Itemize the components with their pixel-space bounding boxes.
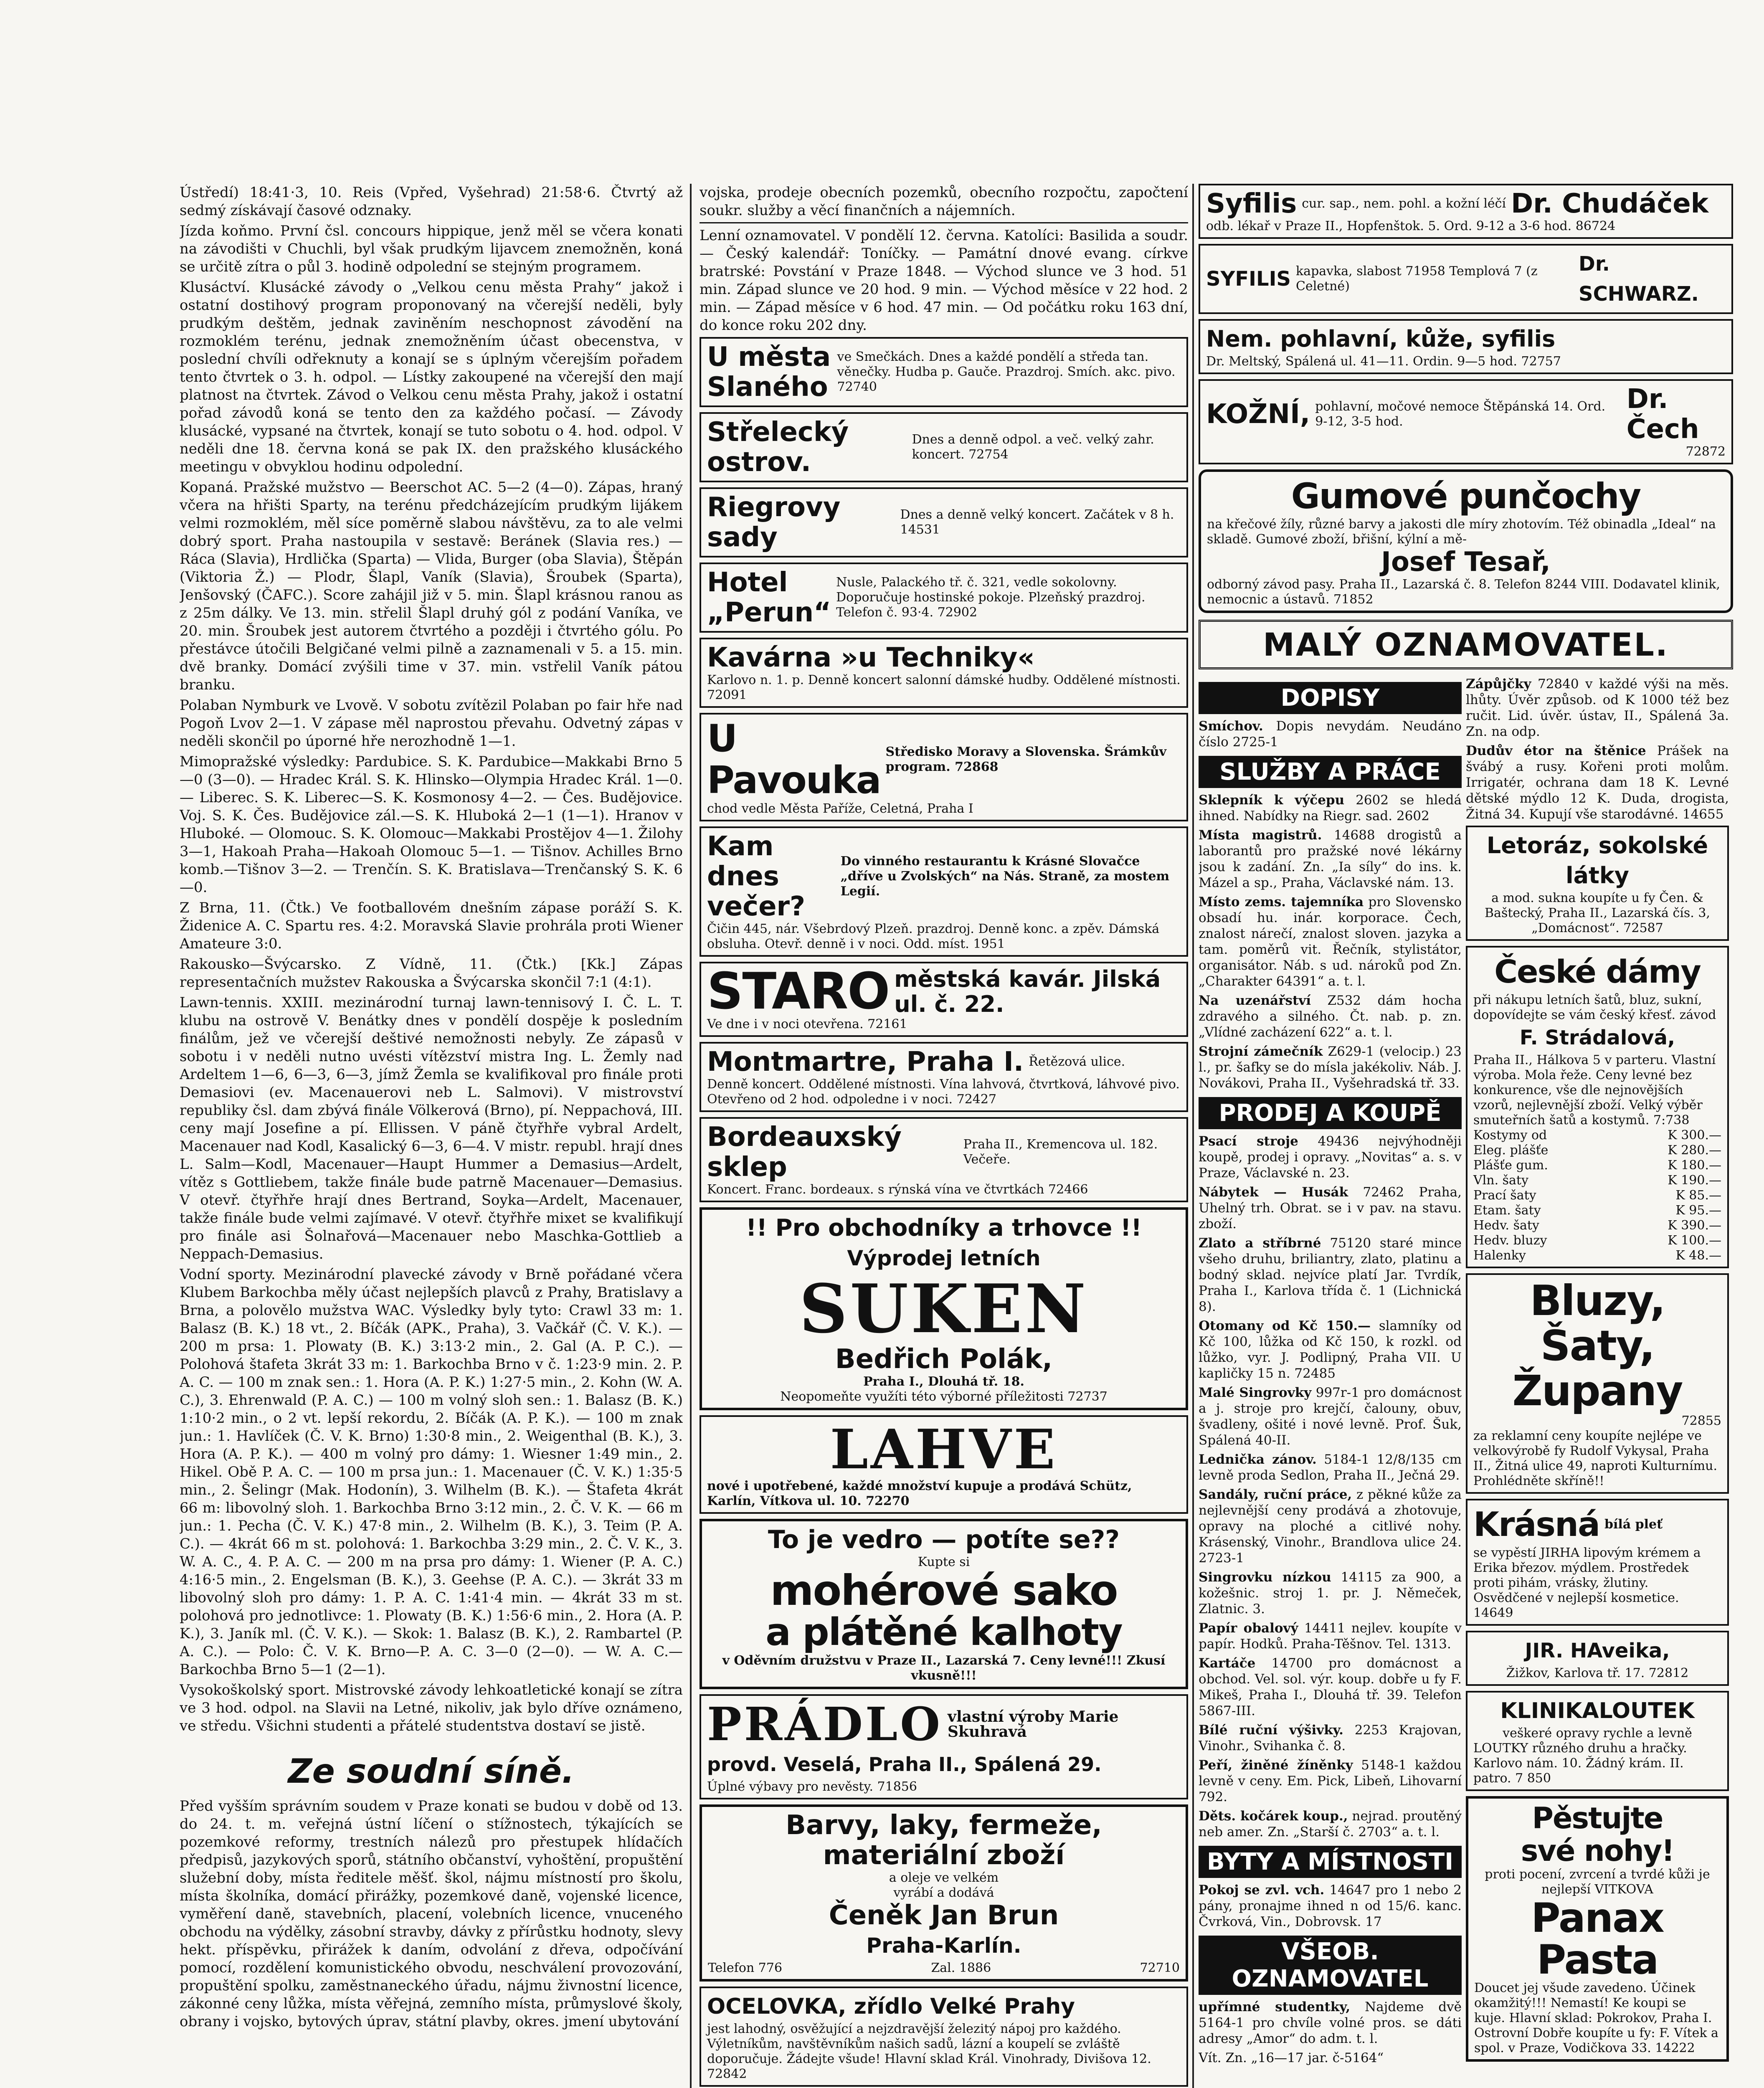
section-sluzby: SLUŽBY A PRÁCE [1199, 756, 1462, 788]
column-divider [690, 184, 692, 2088]
classified-item [1199, 1385, 1462, 1448]
classified-keyword: Děts. kočárek koup., [1199, 1809, 1348, 1824]
column-ads [700, 184, 1188, 2088]
ad-big-word: PRÁDLO [707, 1697, 943, 1751]
ad-text: odb. lékař v Praze II., Hopfenštok. 5. Ord. 9-12 a 3-6 hod. 86724 [1206, 219, 1616, 233]
ad-text: LOUTKY různého druhu a hračky. Karlovo nám. 10. Žádný krám. II. patro. 7 850 [1473, 1741, 1687, 1786]
classified-item [1199, 1044, 1462, 1091]
classified-keyword: Sandály, ruční práce, [1199, 1487, 1352, 1502]
price-row [1473, 1233, 1721, 1248]
ad-riegrovy-sady [700, 487, 1188, 557]
price-value: K 85.— [1675, 1188, 1721, 1203]
ad-doctor: Dr. Čech [1626, 384, 1699, 445]
price-item: Kostymy od [1473, 1128, 1547, 1143]
ad-line: a plátěné kalhoty [765, 1610, 1122, 1654]
classified-keyword: Otomany od Kč 150.— [1199, 1318, 1371, 1333]
price-item: Eleg. plášťe [1473, 1143, 1549, 1158]
classified-keyword: Pokoj se zvl. vch. [1199, 1883, 1325, 1898]
ad-klinika-loutek [1466, 1691, 1729, 1791]
ad-hotel-perun [700, 563, 1188, 633]
classified-item [1199, 1882, 1462, 1930]
article-paragraph: Mimopražské výsledky: Pardubice. S. K. Pardubice—Makkabi Brno 5—0 (3—0). — Hradec Král. S. K. Hlinsko—Olympia Hradec Král. 1—0. — Liberec. S. K. Liberec—S. K. Kosmonosy 4—2. — Čes. Budějovice. Voj. S. K. Čes. Budějovice zál.—S. K. Hluboká 2—1 (1—1). Hranov v Hluboké. — Olomouc. S. K. Olomouc—Makkabi Prostějov 4—1. Žilohy 3—1, Hakoah Praha—Hakoah Olomouc 5—1. — Tišnov. Achilles Brno komb.—Tišnov 3—2. — Trenčín. S. K. Bratislava—Trenčanský S. K. 6—0. [180, 753, 683, 896]
classified-item [1199, 1655, 1462, 1719]
ad-line: vyrábí a dodává [893, 1885, 994, 1900]
classified-keyword: Místa magistrů. [1199, 828, 1322, 843]
ad-title: Gumové punčochy [1291, 476, 1641, 517]
classified-text: 14115 za 900, a kožešnic. stroj 1. pr. J. Němeček, Zlatnic. 3. [1199, 1570, 1462, 1617]
ad-title: Bordeauxský sklep [707, 1122, 902, 1183]
ad-number: 72855 [1681, 1414, 1721, 1428]
classified-keyword: Místo zems. tajemníka [1199, 894, 1364, 910]
price-row [1473, 1248, 1721, 1263]
classified-item: Dudův étor na štěnice Prášek na švábý a rusy. Kořeni proti molům. Irrigatér, ochrana dam 18 K. Levné dětské mýdlo 12 K. Duda, drogista, Žitná 34. Kupují vše starodávné. 14655 [1466, 743, 1729, 822]
classified-item [1199, 1999, 1462, 2047]
article-paragraph: Z Brna, 11. (Čtk.) Ve footballovém dnešním zápase poráží S. K. Židenice A. C. Spartu res. 4:2. Moravská Slavie prohrála proti Wiener Amateure 3:0. [180, 900, 683, 952]
classified-item [1199, 1757, 1462, 1805]
ad-title: Krásná [1473, 1505, 1599, 1544]
ad-text: Ve dne i v noci otevřena. 72161 [707, 1017, 907, 1031]
ad-text: jest lahodný, osvěžující a nejzdravější železitý nápoj pro každého. Výletníkům, navštěvníkům našich sadů, lázní a koupelí se zvláště doporučuje. Žádejte všude! Hlavní sklad Král. Vinohrady, Divišova 12. 72842 [707, 2022, 1151, 2081]
ad-text: Dnes a denně odpol. a več. velký zahr. koncert. 72754 [912, 432, 1154, 462]
section-byty: BYTY A MÍSTNOSTI [1199, 1846, 1462, 1878]
ad-side: cur. sap., nem. pohl. a kožní léčí [1302, 196, 1506, 211]
ad-syfilis-schwarz [1199, 244, 1733, 314]
ad-krasna-plet [1466, 1499, 1729, 1626]
price-row [1473, 1188, 1721, 1203]
classified-keyword: Peří, žiněné žíněnky [1199, 1758, 1353, 1773]
ad-line: a oleje ve velkém [889, 1870, 999, 1885]
classifieds-right [1466, 676, 1729, 2069]
ad-title: SYFILIS [1206, 267, 1291, 291]
price-item: Halenky [1473, 1248, 1526, 1263]
ad-bordeauxsky-sklep [700, 1117, 1188, 1202]
classified-list [1199, 1133, 1462, 1840]
ad-side: kapavka, slabost 71958 Templová 7 (z Celetné) [1296, 264, 1538, 294]
column-divider [1192, 184, 1194, 2088]
ad-title: České dámy [1494, 953, 1701, 990]
classified-list [1199, 792, 1462, 1091]
ad-title: Střelecký ostrov. [707, 417, 849, 478]
ad-subline: Kupte si [917, 1555, 970, 1569]
ad-headline: !! Pro obchodníky a trhovce !! [746, 1214, 1142, 1242]
ad-text: Denně koncert. Oddělené místnosti. Vína lahvová, čtvrtková, láhvové pivo. Otevřeno od 2 hod. odpoledne i v noci. 72427 [707, 1077, 1180, 1107]
article-paragraph: Klusáctví. Klusácké závody o „Velkou cenu města Prahy“ jakož i ostatní dostihový program proponovaný na včerejší neděli, byly prudkým deštěm, jednak zaviněním neschopnost závodění na rozmoklém terénu, jednak znemožněním účast obecenstva, v poslední chvíli odřeknuty a konají se s úplným včerejším pořadem tento čtvrtek o 3. h. odpol. — Lístky zakoupené na včerejší den mají platnost na čtvrtek. Závod o Velkou cenu města Prahy, jakož i ostatní pořad závodů koná se tento den za každého počasí. — Závody klusácké, vypsané na čtvrtek, konají se tuto sobotu o 4. hod. odpol. V neděli dne 18. června koná se pak IX. den pražského klusáckého meetingu v obvyklou hodinu odpolední. [180, 279, 683, 475]
article-paragraph: Před vyšším správním soudem v Praze konati se budou v době od 13. do 24. t. m. veřejná ústní líčení o stížnostech, týkajících se pozemkové reformy, trestních nálezů pro přestupek hlídačích předpisů, jazykových sporů, státního občanství, vyhoštění, propuštění služební doby, místa ředitele měšť. škol, nájmu místností pro školu, místa školníka, domácí přirážky, pozemkové daně, vojenské licence, vyměření daně, stavebních, placení, volebních licence, vnuceného obchodu na výdělky, zásobní stravby, dávky z přírůstku hodnoty, slevy hekt. příspěvku, přirážek k daním, odvolání z dřeva, odpočívání pomocí, rozdělení komunistického obvodu, neschválení provozování, propuštění spolku, zaměstnaneckého úřadu, nájmu živnostní licence, zákonné ceny lůžka, místa věřejná, zemního místa, průmyslové školy, obrany i vojsko, bytových úprav, státní plavby, okres. jmení ubytování [180, 1798, 683, 2030]
classified-keyword: Lednička zánov. [1199, 1452, 1317, 1467]
price-row [1473, 1218, 1721, 1233]
classified-item [1199, 2050, 1462, 2066]
ad-title: Riegrovy sady [707, 492, 841, 553]
ad-line: Župany [1512, 1366, 1683, 1415]
ad-text: nové i upotřebené, každé množství kupuje a prodává Schütz, Karlín, Vítkova ul. 10. 72270 [707, 1479, 1132, 1508]
ad-text: Praha II., Hálkova 5 v parteru. Vlastní výroba. Mola řeže. Ceny levné bez konkurence, vše dle nejnovějších vzorů, nejlevnější zboží. Velký výběr smuteřních šatů a kostymů. 7:738 [1473, 1053, 1716, 1128]
ad-footer: Neopomeňte využíti této výborné příležitosti 72737 [780, 1389, 1108, 1404]
ad-kozni-cech [1199, 379, 1733, 464]
ad-mesta-slaneho [700, 337, 1188, 407]
ad-text: a mod. sukna koupíte u fy Čen. & Baštecký, Praha II., Lazarská čís. 3, „Domácnost“. 72587 [1485, 891, 1710, 935]
ad-side: Praha II., Kremencova ul. 182. Večeře. [963, 1137, 1158, 1167]
classifieds-banner: MALÝ OZNAMOVATEL. [1199, 620, 1733, 669]
ad-text: Karlovo n. 1. p. Denně koncert salonní dámské hudby. Oddělené místnosti. 72091 [707, 673, 1181, 702]
ad-title: U Pavouka [707, 717, 881, 802]
price-value: K 190.— [1668, 1173, 1721, 1188]
ad-barvy-laky [700, 1804, 1188, 1982]
ad-side: městská kavár. Jilská ul. č. 22. [894, 966, 1161, 1017]
ad-title: JIR. HAveika, [1525, 1639, 1670, 1662]
classified-item [1199, 1452, 1462, 1483]
classified-item [1199, 718, 1462, 750]
article-paragraph: Kopaná. Pražské mužstvo — Beerschot AC. 5—2 (4—0). Zápas, hraný včera na hřišti Sparty, na terénu předcházejícím prudkým lijákem velmi rozmoklém, měl síce poměrně slabou návštěvu, za to ale velmi dobrý sport. Praha nastoupila v sestavě: Beránek (Slavia res.) — Ráca (Slavia), Hrdlička (Sparta) — Vlida, Burger (oba Slavia), Štěpán (Viktoria Ž.) — Plodr, Šlapl, Vaník (Slavia), Šroubek (Sparta), Jenšovský (ČAFC.). Score zahájil již v 5. min. Šlapl krásnou ranou as z 25m dálky. Ve 13. min. střelil Šlapl druhý gól z podání Vaníka, ve 20. min. Šroubek jest autorem čtvrtého a později i čtvrtého gólu. Po přestávce útočili Belgičané velmi pilně a zaznamenali v 5. a 15. min. dvě branky. Domácí zvýšili time v 37. min. vstřelil Vaník pátou branku. [180, 479, 683, 693]
price-item: Hedv. šaty [1473, 1218, 1539, 1233]
ad-title: U města Slaného [707, 342, 831, 403]
price-item: Vln. šaty [1473, 1173, 1528, 1188]
ad-kam-dnes-vecer [700, 826, 1188, 957]
ad-haveika [1466, 1631, 1729, 1686]
classified-item [1199, 1133, 1462, 1181]
ad-bluzy-saty-zupany [1466, 1273, 1729, 1494]
classified-item [1199, 1569, 1462, 1617]
ad-title: Kavárna »u Techniky« [707, 642, 1035, 673]
classified-keyword: Nábytek — Husák [1199, 1185, 1348, 1200]
classified-keyword: upřímné studentky, [1199, 1999, 1351, 2015]
classified-text: 997r-1 pro domácnost a j. stroje pro krejčí, čalouny, obuv, švadleny, ošité i nové levně. Prof. Šuk, Spálená 40-II. [1199, 1385, 1462, 1448]
ad-number: 72872 [1685, 444, 1726, 459]
classified-item [1199, 1487, 1462, 1566]
classified-item [1199, 993, 1462, 1040]
ad-city: Praha-Karlín. [866, 1933, 1021, 1958]
ad-line: Šaty, [1540, 1321, 1655, 1370]
ad-nem-pohlavni [1199, 319, 1733, 374]
ad-text: při nákupu letních šatů, bluz, sukní, dopovídejte se vám český křesť. závod [1473, 993, 1716, 1022]
article-paragraph: Polaban Nymburk ve Lvově. V sobotu zvítězil Polaban po fair hře nad Pogoň Lvov 2—1. V zápase měl naprostou převahu. Odvetný zápas v neděli skončil po úporné hře nerozhodně 1—1. [180, 697, 683, 750]
ad-number: 72710 [1140, 1961, 1180, 1975]
section-prodej: PRODEJ A KOUPĚ [1199, 1097, 1462, 1129]
classified-item [1199, 1722, 1462, 1754]
classified-keyword: Papír obalový [1199, 1621, 1298, 1636]
price-value: K 95.— [1675, 1203, 1721, 1218]
ad-kavarna-techniky [700, 638, 1188, 708]
price-value: K 280.— [1668, 1143, 1721, 1158]
classified-text: 14411 nejlev. koupíte v papír. Hodků. Praha-Těšnov. Tel. 1313. [1199, 1621, 1462, 1652]
price-row [1473, 1158, 1721, 1173]
classified-list [1199, 718, 1462, 750]
article-paragraph: Vodní sporty. Mezinárodní plavecké závody v Brně pořádané včera Klubem Barkochba měly účast nejlepších plavců z Prahy, Bratislavy a Brna, a polovělo mužstva WAC. Výsledky byly tyto: Crawl 33 m: 1. Balasz (B. K.) 18 vt., 2. Bíčák (APK., Praha), 3. Vačkář (Č. V. K.). — 200 m prsa: 1. Plowaty (B. K.) 3:13·2 min., 2. Gal (A. P. C.). — Polohová štafeta 3krát 33 m: 1. Barkochba Brno v č. 1:23·9 min. 2. P. A. C. — 100 m znak sen.: 1. Hora (A. P. K.) 1:27·5 min., 2. Kohn (W. A. C.), 3. Ehrenwald (P. A. C.) — 100 m volný sloh sen.: 1. Balasz (B. K.) 1:10·2 min., o 2 vt. lepší rekordu, 2. Bíčák (A. P. K.). — 100 m znak jun.: 1. Havlíček (Č. V. K. Brno) 1:30·8 min., 2. Weigenthal (B. K.), 3. Hora (A. P. K.). — 400 m volný pro dámy: 1. Wiesner 1:49 min., 2. Hikel. Obě P. A. C. — 100 m prsa jun.: 1. Macenauer (Č. V. K.) 1:35·5 min., 2. Šelingr (Mak. Hodonín), 3. Wilhelm (B. K.). — Štafeta 4krát 66 m: libovolný sloh. 1. Barkochba Brno 3:12 min., 2. Č. V. K. — 66 m jun.: 1. Pecha (Č. V. K.) 47·8 min., 2. Wilhelm (B. K.), 3. Teim (P. A. C.). — 4krát 66 m st. polohová: 1. Barkochba 3:29 min., 2. Č. V. K., 3. W. A. C., 4. P. A. C. — 200 m na prsa pro dámy: 1. Wiener (P. A. C.) 4:16·5 min., 2. Engelsman (B. K.), 3. Geehse (P. A. C.). — 3krát 33 m libovolný sloh pro dámy: 1. P. A. C. 1:41·4 min. — 4krát 33 m st. polohová pro jednotlivce: 1. Plowaty (B. K.) 1:56·6 min., 2. Hora (A. P. K.), 3. Janík ml. (Č. V. K.). — Skok: 1. Balasz (B. K.), 2. Rambartel (P. A. C.). — Polo: Č. V. K. Brno—P. A. C. 3—0 (2—0). — W. A. C.—Barkochba Brno 5—1 (2—1). [180, 1266, 683, 1678]
classifieds-left [1199, 676, 1462, 2069]
classified-text: Najdeme dvě 5164-1 pro chvíle volné pros. se dáti adresy „Amor“ do adm. t. l. [1199, 1999, 1462, 2046]
ad-line: Pěstujte [1532, 1801, 1663, 1835]
ad-title: Letoráz, sokolské látky [1486, 832, 1708, 889]
ad-text: se vypěstí JIRHA lipovým krémem a Erika březov. mýdlem. Prostředek proti pihám, vrásky, žlutiny. Osvědčené v nejlepší kosmetice. 14649 [1473, 1546, 1701, 1620]
column-classifieds [1199, 184, 1733, 2088]
classified-item [1199, 1808, 1462, 1840]
classified-item [1199, 1235, 1462, 1315]
ad-text: Koncert. Franc. bordeaux. s rýnská vína ve čtvrtkách 72466 [707, 1182, 1088, 1197]
ad-firm: F. Strádalová, [1519, 1026, 1675, 1049]
classified-text: 72462 Praha, Uhelný trh. Obrat. se i v pav. na stavu. zboží. [1199, 1185, 1462, 1232]
ad-ocelovka [700, 1987, 1188, 2087]
classified-list [1199, 1999, 1462, 2066]
ad-founded: Zal. 1886 [931, 1961, 991, 1975]
classified-keyword: Malé Singrovky [1199, 1385, 1312, 1400]
ad-text: na křečové žíly, různé barvy a jakosti dle míry zhotovím. Též obinadla „Ideal“ na skladě. Gumové zboží, břišní, kýlní a mě- [1207, 517, 1716, 547]
ad-panax-pasta [1466, 1796, 1729, 2062]
price-row [1473, 1128, 1721, 1143]
ad-side: Středisko Moravy a Slovenska. Šrámkův program. 72868 [885, 745, 1167, 774]
classified-item [1199, 1620, 1462, 1652]
ad-brand: Pasta [1536, 1936, 1658, 1983]
ad-big-word: SUKEN [799, 1270, 1089, 1348]
classified-text: 14688 drogistů a laborantů pro pražské nové lékárny jsou k zadání. Zn. „Ia síly“ do ins. k. Mázel a sp., Praha, Václavské nám. 13. [1199, 828, 1462, 890]
ad-side: bílá pleť [1604, 1517, 1663, 1532]
price-value: K 100.— [1668, 1233, 1721, 1248]
classified-text: 49436 nejvýhodněji koupě, prodej i opravy. „Novitas“ a. s. v Praze, Václavské n. 23. [1199, 1134, 1462, 1181]
classified-text: Vít. Zn. „16—17 jar. č-5164“ [1199, 2050, 1384, 2065]
ad-address: provd. Veselá, Praha II., Spálená 29. [707, 1753, 1102, 1776]
classified-text: 14700 pro domácnost a obchod. Vel. sol. výr. koup. dobře u fy F. Mikeš, Praha I., Dlouhá tř. 39. Telefon 5867-III. [1199, 1656, 1462, 1718]
section-dopisy: DOPISY [1199, 682, 1462, 714]
ad-headline: To je vedro — potíte se?? [768, 1525, 1120, 1554]
ad-line: materiální zboží [823, 1840, 1065, 1871]
ad-brand: Panax [1531, 1895, 1664, 1941]
price-item: Prací šaty [1473, 1188, 1536, 1203]
ad-address: Praha I., Dlouhá tř. 18. [863, 1374, 1024, 1389]
classified-keyword: Strojní zámečník [1199, 1044, 1323, 1059]
classified-list [1199, 1882, 1462, 1930]
ad-subline: Výprodej letních [847, 1246, 1041, 1270]
ad-title: Nem. pohlavní, kůže, syfilis [1206, 326, 1556, 352]
classified-text: nejrad. proutěný neb amer. Zn. „Starší č. 2703“ a. t. l. [1199, 1809, 1462, 1840]
ad-footer: Úplné výbavy pro nevěsty. 71856 [707, 1779, 917, 1794]
article-paragraph: Vysokoškolský sport. Mistrovské závody lehkoatletické konají se zítra ve 3 hod. odpol. na Slavii na Letné, nikoliv, jak bylo dříve oznámeno, ve středu. Všichni studenti a přátelé studentstva dostaví se jistě. [180, 1682, 683, 1734]
price-value: K 180.— [1668, 1158, 1721, 1173]
ad-text: Žižkov, Karlova tř. 17. 72812 [1506, 1666, 1689, 1680]
ad-text: Dr. Meltský, Spálená ul. 41—11. Ordin. 9—5 hod. 72757 [1206, 354, 1561, 369]
ad-strelecky-ostrov [700, 412, 1188, 482]
classified-keyword: Smíchov. [1199, 719, 1263, 734]
calendar-paragraph: Lenní oznamovatel. V pondělí 12. června. Katolíci: Basilida a soudr. — Český kalendář: Toníčky. — Památní dnové evang. církve bratrské: Povstání v Praze 1848. — Východ slunce ve 3 hod. 51 min. Západ slunce ve 20 hod. 9 min. — Východ měsíce v 22 hod. 2 min. — Západ měsíce v 6 hod. 47 min. — Od počátku roku 163 dní, do konce roku 202 dny. [700, 222, 1188, 334]
price-row [1473, 1173, 1721, 1188]
ad-montmartre [700, 1042, 1188, 1112]
classified-text: 5184-1 12/8/135 cm levně proda Sedlon, Praha II., Ječná 29. [1199, 1452, 1462, 1483]
classified-keyword: Sklepník k výčepu [1199, 793, 1345, 808]
ad-address: v Oděvním družstvu v Praze II., Lazarská 7. Ceny levné!!! Zkusí vkusně!!! [722, 1653, 1166, 1683]
ad-side: pohlavní, močové nemoce Štěpánská 14. Ord. 9-12, 3-5 hod. [1315, 399, 1606, 429]
ad-text: za reklamní ceny koupíte nejlépe ve velkovýrobě fy Rudolf Vykysal, Praha II., Žitná ulice 49, naproti Kulturnímu. Prohlédněte skříně!! [1473, 1429, 1718, 1488]
column-news [180, 184, 683, 2088]
ad-line: mohérové sako [770, 1566, 1118, 1615]
ad-title: Kam dnes večer? [707, 831, 806, 922]
classified-keyword: Na uzenářství [1199, 993, 1311, 1008]
price-item: Hedv. bluzy [1473, 1233, 1547, 1248]
classified-text: 2602 se hledá ihned. Nabídky na Riegr. sad. 2602 [1199, 793, 1462, 824]
classified-text: z pěkné kůže za nejlevnější ceny prodává a zhotovuje, opravy na ploché a citlivé nohy. Krásenský, Vinohr., Brandlova ulice 24. 2723-1 [1199, 1487, 1462, 1566]
ad-title: STARO [707, 963, 890, 1021]
classified-keyword: Singrovku nízkou [1199, 1570, 1331, 1585]
classified-keyword: Bílé ruční výšivky. [1199, 1723, 1343, 1738]
ad-title: Syfilis [1206, 188, 1297, 219]
classified-keyword: Zlato a stříbrné [1199, 1236, 1321, 1251]
article-paragraph: Jízda koňmo. První čsl. concours hippique, jenž měl se včera konati na závodišti v Chuchli, byl však prudkým lijavcem znemožněn, koná se určitě zítra o půl 3. hodině odpolední se stejným programem. [180, 223, 683, 275]
classified-text: pro Slovensko obsadí hu. inár. korporace. Čech, znalost nárečí, znalost sloven. jazyka a tam. poměrů vit. Řečník, stylistátor, organisátor. Náb. s ud. nároků pod Zn. „Charakter 64391“ a. t. l. [1199, 894, 1462, 989]
price-value: K 48.— [1675, 1248, 1721, 1263]
ad-letoraz [1466, 826, 1729, 941]
section-vseob: VŠEOB. OZNAMOVATEL [1199, 1936, 1462, 1995]
ad-side: Řetězová ulice. [1029, 1054, 1125, 1069]
ad-text: proti pocení, zvrcení a tvrdé kůži je nejlepší VITKOVA [1485, 1867, 1710, 1897]
ad-phone: Telefon 776 [708, 1961, 783, 1975]
classified-text: 75120 staré mince všeho druhu, briliantry, zlato, platinu a bodný sklad. nejvíce platí Jar. Tvrdík, Praha I., Karlova třída č. 1 (Lichnická 8). [1199, 1236, 1462, 1314]
ad-firm: Bedřich Polák, [835, 1344, 1053, 1375]
classified-item [1199, 894, 1462, 989]
ad-moherove-sako [700, 1519, 1188, 1689]
article-paragraph: Rakousko—Švýcarsko. Z Vídně, 11. (Čtk.) [Kk.] Zápas representačních mužstev Rakouska a Švýcarska skončil 7:1 (4:1). [180, 956, 683, 991]
classified-text: Dopis nevydám. Neudáno číslo 2725-1 [1199, 719, 1462, 750]
article-paragraph: Ústředí) 18:41·3, 10. Reis (Vpřed, Vyšehrad) 21:58·6. Čtvrtý až sedmý získávají časové odznaky. [180, 184, 683, 219]
classified-text: slamníky od Kč 100, lůžka od Kč 150, k rozkl. od lůžko, vyr. J. Podlipný, Praha VII. U kapličky 15 n. 72485 [1199, 1318, 1462, 1381]
section-heading: Ze soudní síně. [288, 1752, 575, 1791]
price-value: K 390.— [1668, 1218, 1721, 1233]
article-paragraph: Lawn-tennis. XXIII. mezinárodní turnaj lawn-tennisový I. Č. L. T. klubu na ostrově V. Benátky dnes v pondělí dospěje k posledním finálům, jež ve včerejší deštivé nemožnosti nebyly. Ze zápasů v sobotu i v neděli nutno uvésti vítězství mistra Ing. L. Žemly nad Ardeltem 1—6, 6—3, 6—3, jímž Žemla se kvalifikoval pro finále proti Demasiovi (ev. Macenauerovi neb L. Salmovi). V mistrovství republiky čsl. dam zbývá finále Völkerová (Brno), pí. Neppachová, III. ceny mají Josefine a pí. Ellissen. V páně čtyřhře vybral Ardelt, Macenauer nad Kodl, Kasalický 6—3, 6—4. V mistr. republ. hrají dnes L. Salm—Kodl, Macenauer—Haupt Hummer a Demasius—Ardelt, vítěz s Gottliebem, takže finále bude patrně Macenauer—Demasius. V otevř. čtyřhře hrají dnes Bertrand, Soyka—Ardelt, Macenauer, takže finále bude velmi zajímavé. V otevř. čtyřhře mixet se kvalifikují pro finále asi Šolnařová—Macenauer nebo Maschka-Gottlieb a Neppach-Demasius. [180, 994, 683, 1262]
ad-u-pavouka [700, 713, 1188, 821]
classified-text: 5148-1 každou levně v ceny. Em. Pick, Libeň, Lihovarní 792. [1199, 1758, 1462, 1804]
classified-text: Z532 dám hocha zdravého a silného. Čt. nab. p. zn. „Vlídné zacházení 622“ a. t. l. [1199, 993, 1462, 1040]
ad-text: Nusle, Palackého tř. č. 321, vedle sokolovny. Doporučuje hostinské pokoje. Plzeňský prazdroj. Telefon č. 93·4. 72902 [836, 575, 1146, 620]
ad-lahve [700, 1415, 1188, 1514]
ad-pradlo [700, 1694, 1188, 1799]
ad-doctor: Dr. SCHWARZ. [1579, 252, 1699, 306]
article-paragraph: vojska, prodeje obecních pozemků, obecního rozpočtu, započtení soukr. služby a věcí finančních a nájemních. [700, 184, 1188, 219]
price-row [1473, 1203, 1721, 1218]
ad-staro [700, 962, 1188, 1037]
price-item: Etam. šaty [1473, 1203, 1541, 1218]
ad-text: Doucet jej všude zavedeno. Účinek okamžitý!!! Nemastí! Ke koupi se kuje. Hlavní sklad: Pokrokov, Praha I. Ostrovní Dobře koupíte u fy: F. Vítek a spol. v Praze, Vodičkova 33. 14222 [1474, 1981, 1718, 2055]
ad-side: vlastní výroby Marie Skuhravá [948, 1708, 1119, 1741]
ad-gumove-puncochy [1199, 469, 1733, 613]
ad-side: Do vinného restaurantu k Krásné Slovačce „dříve u Zvolských“ na Nás. Straně, za mostem Legií. [840, 854, 1170, 899]
price-row [1473, 1143, 1721, 1158]
ad-firm: Josef Tesař, [1381, 547, 1551, 578]
price-item: Plášťe gum. [1473, 1158, 1548, 1173]
classified-item [1199, 1184, 1462, 1232]
ad-firm: Čeněk Jan Brun [829, 1900, 1059, 1931]
ad-title: Hotel „Perun“ [707, 567, 831, 628]
ad-big-word: LAHVE [830, 1417, 1058, 1481]
ad-text: veškeré opravy rychle a levně [1503, 1726, 1692, 1741]
classified-text: 14647 pro 1 nebo 2 pány, pronajme ihned n od 15/6. kanc. Čvrková, Vin., Dobrovsk. 17 [1199, 1883, 1462, 1929]
ad-text: ve Smečkách. Dnes a každé pondělí a středa tan. věnečky. Hudba p. Gauče. Prazdroj. Smích. akc. pivo. 72740 [837, 350, 1176, 394]
ad-doctor: Dr. Chudáček [1511, 188, 1709, 219]
classified-item [1199, 1318, 1462, 1381]
classified-item [1199, 792, 1462, 824]
classified-keyword: Kartáče [1199, 1656, 1256, 1671]
ad-line: Barvy, laky, fermeže, [786, 1810, 1102, 1841]
price-value: K 300.— [1668, 1128, 1721, 1143]
price-list [1473, 1128, 1721, 1263]
classified-text: 2253 Krajovan, Vinohr., Svihanka č. 8. [1199, 1723, 1462, 1754]
ad-title: KOŽNÍ, [1206, 399, 1310, 430]
classified-item [1199, 827, 1462, 891]
classified-item: Zápůjčky 72840 v každé výši na měs. lhůty. Úvěr způsob. od K 1000 též bez ručit. Lid. úvěr. ústav, II., Spálená 3a. Zn. na odp. [1466, 677, 1729, 739]
ad-title: OCELOVKA, zřídlo Velké Prahy [707, 1994, 1075, 2019]
classified-keyword: Psací stroje [1199, 1134, 1298, 1149]
ad-text: chod vedle Města Paříže, Celetná, Praha I [707, 801, 973, 816]
ad-line: Bluzy, [1530, 1276, 1665, 1325]
ad-title: Montmartre, Praha I. [707, 1047, 1024, 1077]
ad-ceske-damy [1466, 946, 1729, 1268]
ad-line: své nohy! [1521, 1834, 1674, 1868]
classified-text: Z629-1 (velocip.) 23 l., pr. šafky se do mísla jakékoliv. Náb. J. Novákovi, Praha II., Vyšehradská tř. 33. [1199, 1044, 1462, 1091]
ad-text: odborný závod pasy. Praha II., Lazarská č. 8. Telefon 8244 VIII. Dodavatel klinik, nemocnic a ústavů. 71852 [1207, 577, 1720, 607]
ad-syfilis-chudacek [1199, 184, 1733, 239]
ad-suken [700, 1207, 1188, 1410]
ad-title: KLINIKALOUTEK [1500, 1698, 1695, 1723]
classifieds-grid [1199, 676, 1733, 2069]
ad-text: Čičin 445, nár. Všebrdový Plzeň. prazdroj. Denně konc. a zpěv. Dámská obsluha. Otevř. denně i v noci. Odd. míst. 1951 [707, 922, 1160, 951]
ad-text: Dnes a denně velký koncert. Začátek v 8 h. 14531 [900, 507, 1174, 537]
